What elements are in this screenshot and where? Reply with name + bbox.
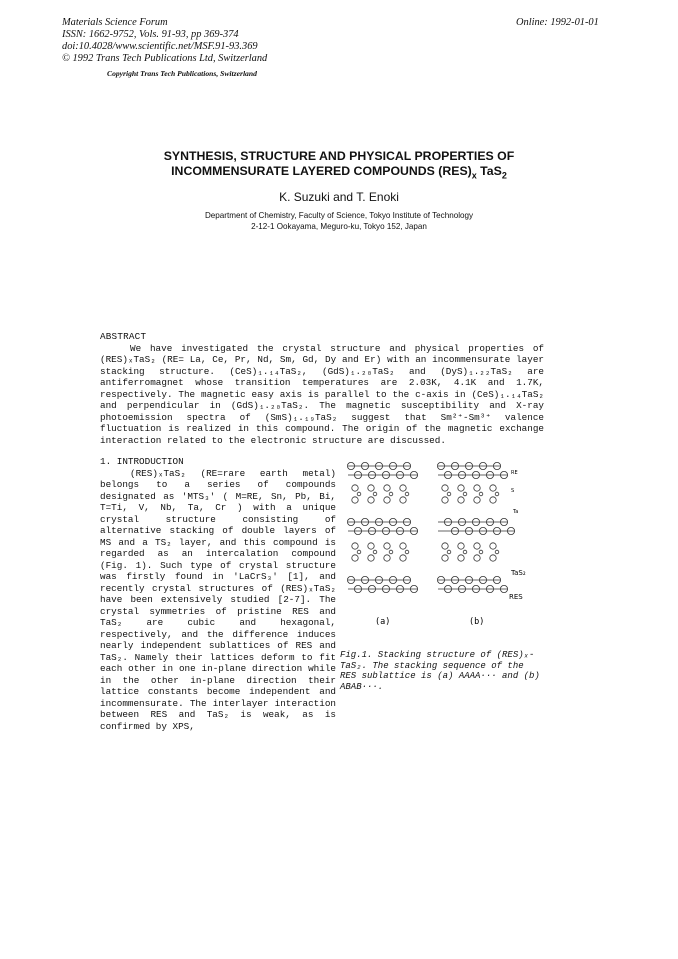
stacking-structure-diagram (347, 462, 547, 632)
figure-caption: Fig.1. Stacking structure of (RES)ₓ-TaS₂. The stacking sequence of the RES sublattice is (a) AAAA··· and (b) ABAB···. (340, 650, 540, 692)
sulfur-atom (490, 497, 496, 503)
abstract-text: We have investigated the crystal structure and physical properties of (RES)ₓTaS₂ (RE= La, Ce, Pr, Nd, Sm, Gd, Dy and Er) with an incommensurate layer stacking structure. (CeS)₁.₁₄TaS₂, (GdS)₁.₂₀TaS₂ and (DyS)₁.₂₂TaS₂ are antiferromagnet whose transition temperatures are 2.03K, 4.1K and 1.7K, respectively. The magnetic easy axis is parallel to the c-axis in (CeS)₁.₁₄TaS₂ and perpendicular in (GdS)₁.₂₀TaS₂. The magnetic susceptibility and X-ray photoemission spectra of (SmS)₁.₁₉TaS₂ suggest that Sm²⁺-Sm³⁺ valence fluctuation is realized in this compound. The origin of the magnetic exchange interaction related to the electronic structure are discussed. (100, 342, 544, 446)
sulfur-atom (352, 497, 358, 503)
introduction-text: (RES)ₓTaS₂ (RE=rare earth metal) belongs to a series of compounds designated as 'MTS₃' ( M=RE, Sn, Pb, Bi, T=Ti, V, Nb, Ta, Cr ) with a unique crystal structure consisting of alternative stacking of double layers of MS and a TS₂ layer, and this compound is regarded as an intercalation compound (Fig. 1). Such type of crystal structure was firstly found in 'LaCrS₃' [1], and recently crystal structures of (RES)ₓTaS₂ have been extensively studied [2-7]. The crystal symmetries of pristine RES and TaS₂ are cubic and hexagonal, respectively, and the difference induces nearly independent sublattices of RES and TaS₂. Namely their lattices deform to fit each other in one in-plane direction while in the other in-plane direction their lattice constants become independent and incommensurate. The interlayer interaction between RES and TaS₂ is weak, as is confirmed by XPS, (100, 467, 336, 732)
sulfur-atom (474, 543, 480, 549)
sulfur-atom (490, 485, 496, 491)
structure-b (437, 462, 515, 592)
sulfur-atom (474, 497, 480, 503)
tantalum-atom (357, 550, 361, 554)
tantalum-atom (495, 550, 499, 554)
tantalum-atom (405, 550, 409, 554)
title-line-1: SYNTHESIS, STRUCTURE AND PHYSICAL PROPERTIES OF (163, 149, 515, 163)
doi-line: doi:10.4028/www.scientific.net/MSF.91-93.369 (62, 41, 258, 52)
tantalum-atom (373, 492, 377, 496)
sulfur-atom (458, 485, 464, 491)
figure-1 (347, 462, 547, 632)
sulfur-atom (458, 543, 464, 549)
copyright-small: Copyright Trans Tech Publications, Switzerland (107, 69, 257, 78)
sulfur-atom (384, 485, 390, 491)
title-line-2: INCOMMENSURATE LAYERED COMPOUNDS $(RES)_x$ TaS$_2$ (171, 164, 507, 181)
issn-line: ISSN: 1662-9752, Vols. 91-93, pp 369-374 (62, 29, 239, 40)
authors: K. Suzuki and T. Enoki (279, 190, 399, 204)
sulfur-atom (352, 543, 358, 549)
sulfur-atom (352, 555, 358, 561)
sulfur-atom (384, 555, 390, 561)
sulfur-atom (458, 497, 464, 503)
sulfur-atom (474, 555, 480, 561)
side-label-ta: Ta (513, 509, 519, 515)
tantalum-atom (389, 550, 393, 554)
sulfur-atom (442, 543, 448, 549)
sulfur-atom (400, 497, 406, 503)
sulfur-atom (400, 555, 406, 561)
journal-header (62, 17, 267, 80)
sulfur-atom (474, 485, 480, 491)
side-label-s: S (511, 488, 515, 494)
sulfur-atom (384, 543, 390, 549)
sulfur-atom (458, 555, 464, 561)
sulfur-atom (490, 555, 496, 561)
abstract-heading: ABSTRACT (100, 331, 147, 342)
journal-name: Materials Science Forum (62, 17, 168, 28)
tantalum-atom (405, 492, 409, 496)
figure-label-b: (b) (469, 617, 485, 627)
sulfur-atom (384, 497, 390, 503)
tantalum-atom (357, 492, 361, 496)
abstract-section (100, 331, 544, 446)
tantalum-atom (463, 492, 467, 496)
sulfur-atom (352, 485, 358, 491)
sulfur-atom (368, 497, 374, 503)
copyright-line: © 1992 Trans Tech Publications Ltd, Switzerland (62, 53, 268, 64)
figure-label-a: (a) (375, 617, 391, 627)
sulfur-atom (368, 543, 374, 549)
introduction-section (100, 456, 336, 732)
tantalum-atom (479, 492, 483, 496)
tantalum-atom (447, 492, 451, 496)
introduction-heading: 1. INTRODUCTION (100, 456, 184, 467)
sulfur-atom (400, 543, 406, 549)
sulfur-atom (368, 555, 374, 561)
tantalum-atom (389, 492, 393, 496)
online-date: Online: 1992-01-01 (516, 17, 599, 28)
tantalum-atom (447, 550, 451, 554)
tantalum-atom (373, 550, 377, 554)
sulfur-atom (442, 485, 448, 491)
tantalum-atom (495, 492, 499, 496)
tantalum-atom (479, 550, 483, 554)
sulfur-atom (368, 485, 374, 491)
side-label-tas2: TaS₂ (511, 569, 526, 577)
side-label-res: RES (509, 593, 523, 601)
sulfur-atom (490, 543, 496, 549)
structure-a (347, 462, 418, 592)
paper-title (100, 149, 578, 183)
sulfur-atom (442, 497, 448, 503)
tantalum-atom (463, 550, 467, 554)
affiliation: Department of Chemistry, Faculty of Science, Tokyo Institute of Technology 2-12-1 Ookayama, Meguro-ku, Tokyo 152, Japan (204, 211, 474, 231)
sulfur-atom (442, 555, 448, 561)
side-label-re: RE (511, 470, 518, 476)
sulfur-atom (400, 485, 406, 491)
